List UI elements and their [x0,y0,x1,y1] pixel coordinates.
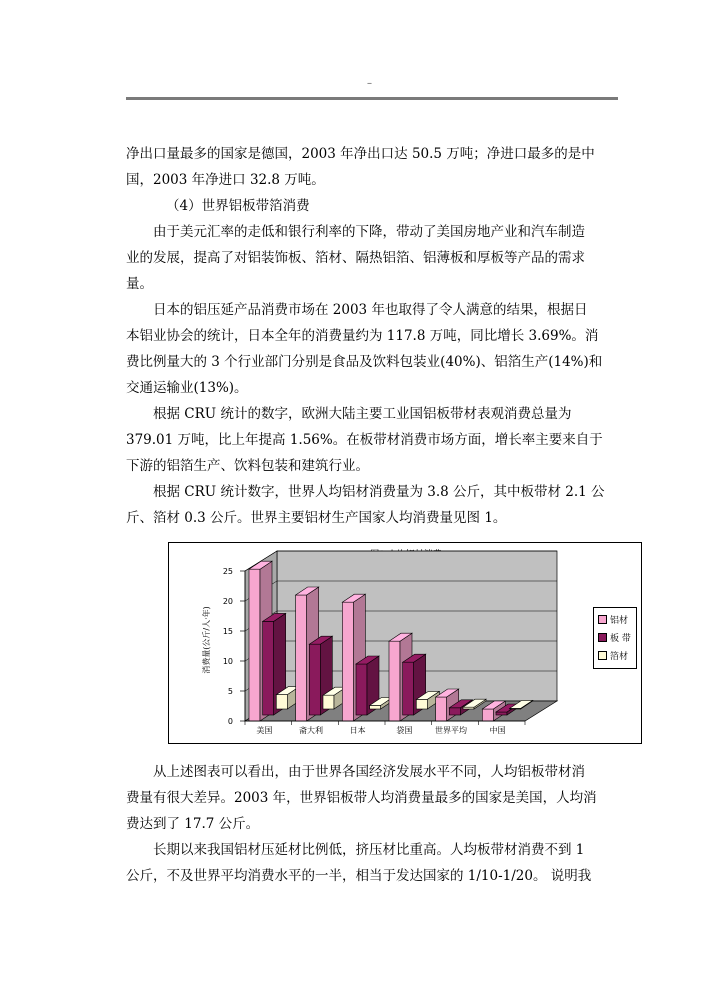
text-line: 国，2003 年净进口 32.8 万吨。 [126,172,325,188]
y-axis-label: 消费量(公斤/人·年) [202,606,211,674]
bar-front [342,602,353,721]
text-line: 量。 [126,276,153,292]
bar-front [323,695,334,709]
text-line: 长期以来我国铝材压延材比例低，挤压材比重高。人均板带材消费不到 1 [153,842,585,858]
y-tick-label: 0 [227,717,233,726]
chart-svg [169,543,643,745]
text-line: 下游的铝箔生产、饮料包装和建筑行业。 [126,458,369,474]
x-tick-label: 世界平均 [435,726,467,735]
section-heading: （4）世界铝板带箔消费 [166,198,310,214]
text-line: 由于美元汇率的走低和银行利率的下降，带动了美国房地产业和汽车制造 [153,224,585,240]
legend-swatch [598,633,607,642]
bar-front [356,664,367,715]
y-tick-label: 15 [222,627,233,636]
bar-front [370,705,381,709]
text-line: 费达到了 17.7 公斤。 [126,816,260,832]
y-tick-label: 10 [222,657,233,666]
bar-front [496,712,507,715]
y-tick-label: 5 [227,687,233,696]
text-line: 业的发展，提高了对铝装饰板、箔材、隔热铝箔、铝薄板和厚板等产品的需求 [126,250,585,266]
text-line: 根据 CRU 统计数字，世界人均铝材消费量为 3.8 公斤，其中板带材 2.1 公 [153,484,605,500]
bar-front [403,662,414,715]
text-line: 日本的铝压延产品消费市场在 2003 年也取得了令人满意的结果，根据日 [153,302,588,318]
legend-swatch [598,651,607,660]
paragraph-2 [126,219,618,297]
paragraph-4 [126,401,618,479]
legend-label: 箔材 [610,651,629,662]
header-mark: – [367,78,372,89]
text-line: 从上述图表可以看出，由于世界各国经济发展水平不同，人均铝板带材消 [153,764,585,780]
paragraph-1 [126,141,618,193]
text-line: 费比例量大的 3 个行业部门分别是食品及饮料包装业(40%)、铝箔生产(14%)和 [126,354,603,370]
x-tick-label: 美国 [256,726,273,735]
bar-front [263,621,274,715]
bar-front [436,697,447,721]
header-rule [126,97,618,100]
x-tick-label: 斋大利 [299,726,323,735]
paragraph-6 [126,759,618,837]
paragraph-3 [126,297,618,401]
x-tick-label: 袋国 [396,726,413,735]
legend-swatch [598,615,607,624]
bar-front [449,708,460,715]
bar-front [389,641,400,721]
bar-front [296,595,307,721]
paragraph-5 [126,479,618,531]
x-tick-label: 中国 [489,726,506,735]
legend-item [598,612,628,626]
text-line: 379.01 万吨，比上年提高 1.56%。在板带材消费市场方面，增长率主要来自于 [126,432,603,448]
bar-front [249,569,260,721]
legend-label: 铝材 [610,615,629,626]
text-line: 斤、箔材 0.3 公斤。世界主要铝材生产国家人均消费量见图 1。 [126,510,507,526]
text-line: 本铝业协会的统计，日本全年的消费量约为 117.8 万吨，同比增长 3.69%。消 [126,328,599,344]
text-line: 费量有很大差异。2003 年，世界铝板带人均消费量最多的国家是美国，人均消 [126,790,597,806]
y-tick-label: 20 [222,597,233,606]
bar-front [482,709,493,721]
text-line: 交通运输业(13%)。 [126,380,248,396]
y-tick-label: 25 [222,567,233,576]
bar-front [416,699,427,709]
text-line: 公斤，不及世界平均消费水平的一半，相当于发达国家的 1/10-1/20。 说明我 [126,868,592,884]
chart-figure [168,542,642,744]
bar-front [309,644,320,715]
legend-item [598,630,631,644]
text-line: 根据 CRU 统计的数字，欧洲大陆主要工业国铝板带材表观消费总量为 [153,406,572,422]
legend-label: 板 带 [610,633,631,644]
paragraph-7 [126,837,618,889]
text-line: 净出口量最多的国家是德国，2003 年净出口达 50.5 万吨；净进口最多的是中 [126,146,595,162]
chart-legend [593,607,637,669]
legend-item [598,648,628,662]
bar-front [276,695,287,709]
x-tick-label: 日本 [349,726,366,735]
